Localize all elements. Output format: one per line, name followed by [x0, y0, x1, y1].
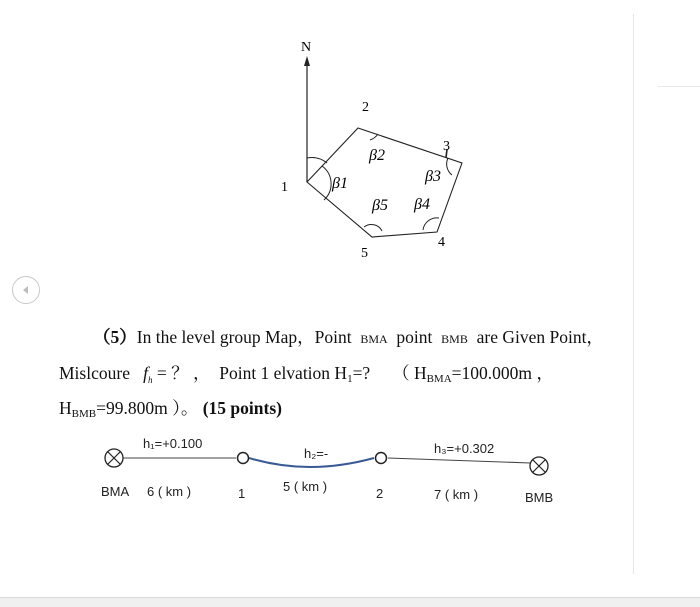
angle-arc-north — [307, 158, 327, 163]
angle-label-beta2: β2 — [369, 147, 385, 164]
bmb-benchmark-icon — [530, 457, 548, 475]
question-line-1 — [93, 327, 604, 349]
distance-3-label: 7 ( km ) — [434, 487, 479, 502]
mislcoure-word: Mislcoure — [59, 363, 130, 383]
h3-label: h₃=+0.302 — [434, 441, 495, 456]
angle-arc-3 — [447, 158, 452, 175]
h1-subscript: 1 — [347, 373, 353, 385]
fh-symbol: f — [143, 363, 148, 383]
bmb-label: BMB — [441, 332, 468, 346]
point-label-3: 3 — [443, 139, 450, 154]
point1-elevation: Point 1 elvation H — [219, 363, 348, 383]
point-label-2: 2 — [362, 100, 369, 115]
level-segment-3 — [388, 458, 530, 463]
angle-arc-1 — [322, 166, 331, 200]
hbma-open: （ H — [392, 363, 427, 383]
north-label: N — [301, 40, 312, 55]
h1-rest: =? — [352, 363, 371, 383]
question-line-3 — [59, 398, 282, 424]
point-1-route-label: 1 — [238, 486, 246, 501]
point-label-4: 4 — [438, 235, 445, 250]
fh-subscript: h — [147, 375, 153, 385]
point-word: point — [396, 327, 433, 347]
north-arrow-head — [304, 56, 310, 66]
bma-benchmark-icon — [105, 449, 123, 467]
angle-label-beta3: β3 — [425, 168, 441, 185]
level-point-1-marker — [238, 453, 249, 464]
angle-arc-2 — [370, 134, 378, 140]
question-number: （5） — [93, 327, 137, 347]
question-line-2 — [59, 363, 554, 390]
angle-arc-4 — [423, 218, 439, 230]
h1-label: h₁=+0.100 — [143, 436, 203, 451]
hbmb-subscript: BMB — [71, 408, 97, 420]
angle-label-beta4: β4 — [414, 196, 430, 213]
hbma-subscript: BMA — [426, 373, 452, 385]
fh-rest: = ？ ， — [152, 363, 211, 383]
hbma-value: =100.000m ， — [451, 363, 554, 383]
point-2-route-label: 2 — [376, 486, 384, 501]
h2-label: h₂=- — [304, 446, 329, 461]
bmb-route-label: BMB — [525, 490, 554, 505]
bma-label: BMA — [360, 332, 388, 346]
point-label-5: 5 — [361, 246, 368, 261]
bma-route-label: BMA — [101, 484, 130, 499]
angle-arc-5 — [364, 224, 382, 231]
level-point-2-marker — [376, 453, 387, 464]
point-label-1: 1 — [281, 180, 288, 195]
distance-1-label: 6 ( km ) — [147, 484, 192, 499]
hbmb-value: =99.800m ）。 — [96, 398, 199, 418]
question-text-1: In the level group Map，Point — [136, 327, 352, 347]
angle-label-beta5: β5 — [372, 197, 388, 214]
angle-label-beta1: β1 — [332, 175, 348, 192]
question-text-1-end: are Given Point， — [476, 327, 604, 347]
hbmb-h: H — [59, 398, 72, 418]
points-label: (15 points) — [202, 398, 282, 418]
distance-2-label: 5 ( km ) — [283, 479, 328, 494]
